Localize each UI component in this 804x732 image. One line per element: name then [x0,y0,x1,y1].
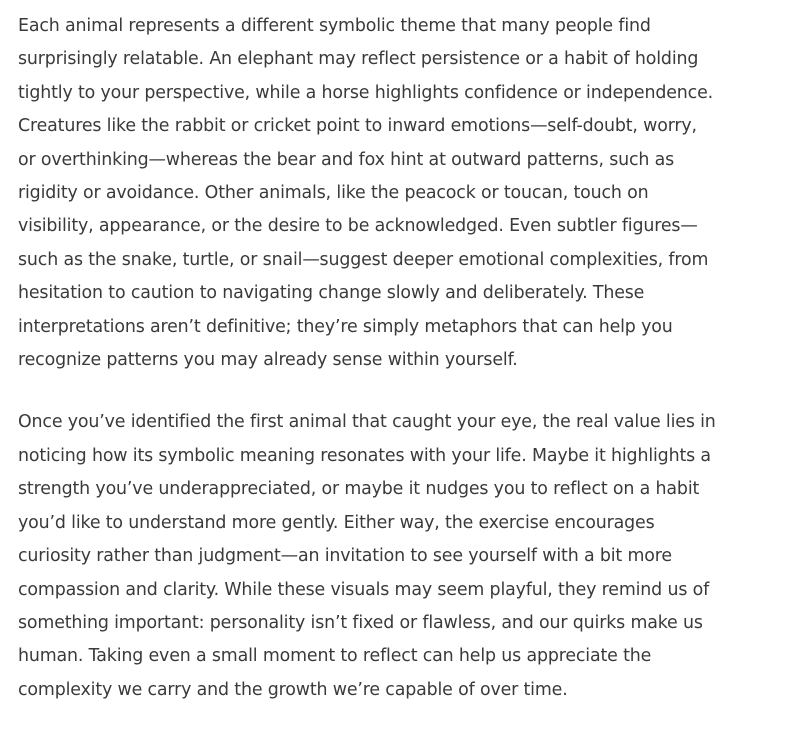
paragraph-line: curiosity rather than judgment—an invitation to see yourself with a bit more [18,546,672,567]
paragraph-line: recognize patterns you may already sense within yourself. [18,350,518,371]
paragraph-line: interpretations aren’t definitive; they’re simply metaphors that can help you [18,316,673,337]
paragraph-line: Creatures like the rabbit or cricket point to inward emotions—self-doubt, worry, [18,116,697,137]
paragraph-line: hesitation to caution to navigating change slowly and deliberately. These [18,283,645,304]
paragraph-line: rigidity or avoidance. Other animals, like the peacock or toucan, touch on [18,183,649,204]
paragraph-line: you’d like to understand more gently. Either way, the exercise encourages [18,512,655,533]
paragraph-line: surprisingly relatable. An elephant may reflect persistence or a habit of holding [18,49,699,70]
paragraph-2 [18,406,804,707]
paragraph-line: noticing how its symbolic meaning resonates with your life. Maybe it highlights a [18,445,711,466]
paragraph-1 [18,10,804,377]
paragraph-line: visibility, appearance, or the desire to be acknowledged. Even subtler figures— [18,216,698,237]
paragraph-line: compassion and clarity. While these visuals may seem playful, they remind us of [18,579,710,600]
paragraph-line: Each animal represents a different symbolic theme that many people find [18,16,651,36]
paragraph-line: or overthinking—whereas the bear and fox hint at outward patterns, such as [18,149,675,170]
paragraph-line: human. Taking even a small moment to reflect can help us appreciate the [18,646,652,667]
paragraph-line: Once you’ve identified the first animal that caught your eye, the real value lies in [18,412,716,433]
paragraph-line: complexity we carry and the growth we’re capable of over time. [18,679,568,700]
paragraph-line: strength you’ve underappreciated, or maybe it nudges you to reflect on a habit [18,479,700,500]
paragraph-line: such as the snake, turtle, or snail—suggest deeper emotional complexities, from [18,249,709,270]
paragraph-line: something important: personality isn’t fixed or flawless, and our quirks make us [18,612,703,633]
paragraph-line: tightly to your perspective, while a horse highlights confidence or independence. [18,82,714,103]
